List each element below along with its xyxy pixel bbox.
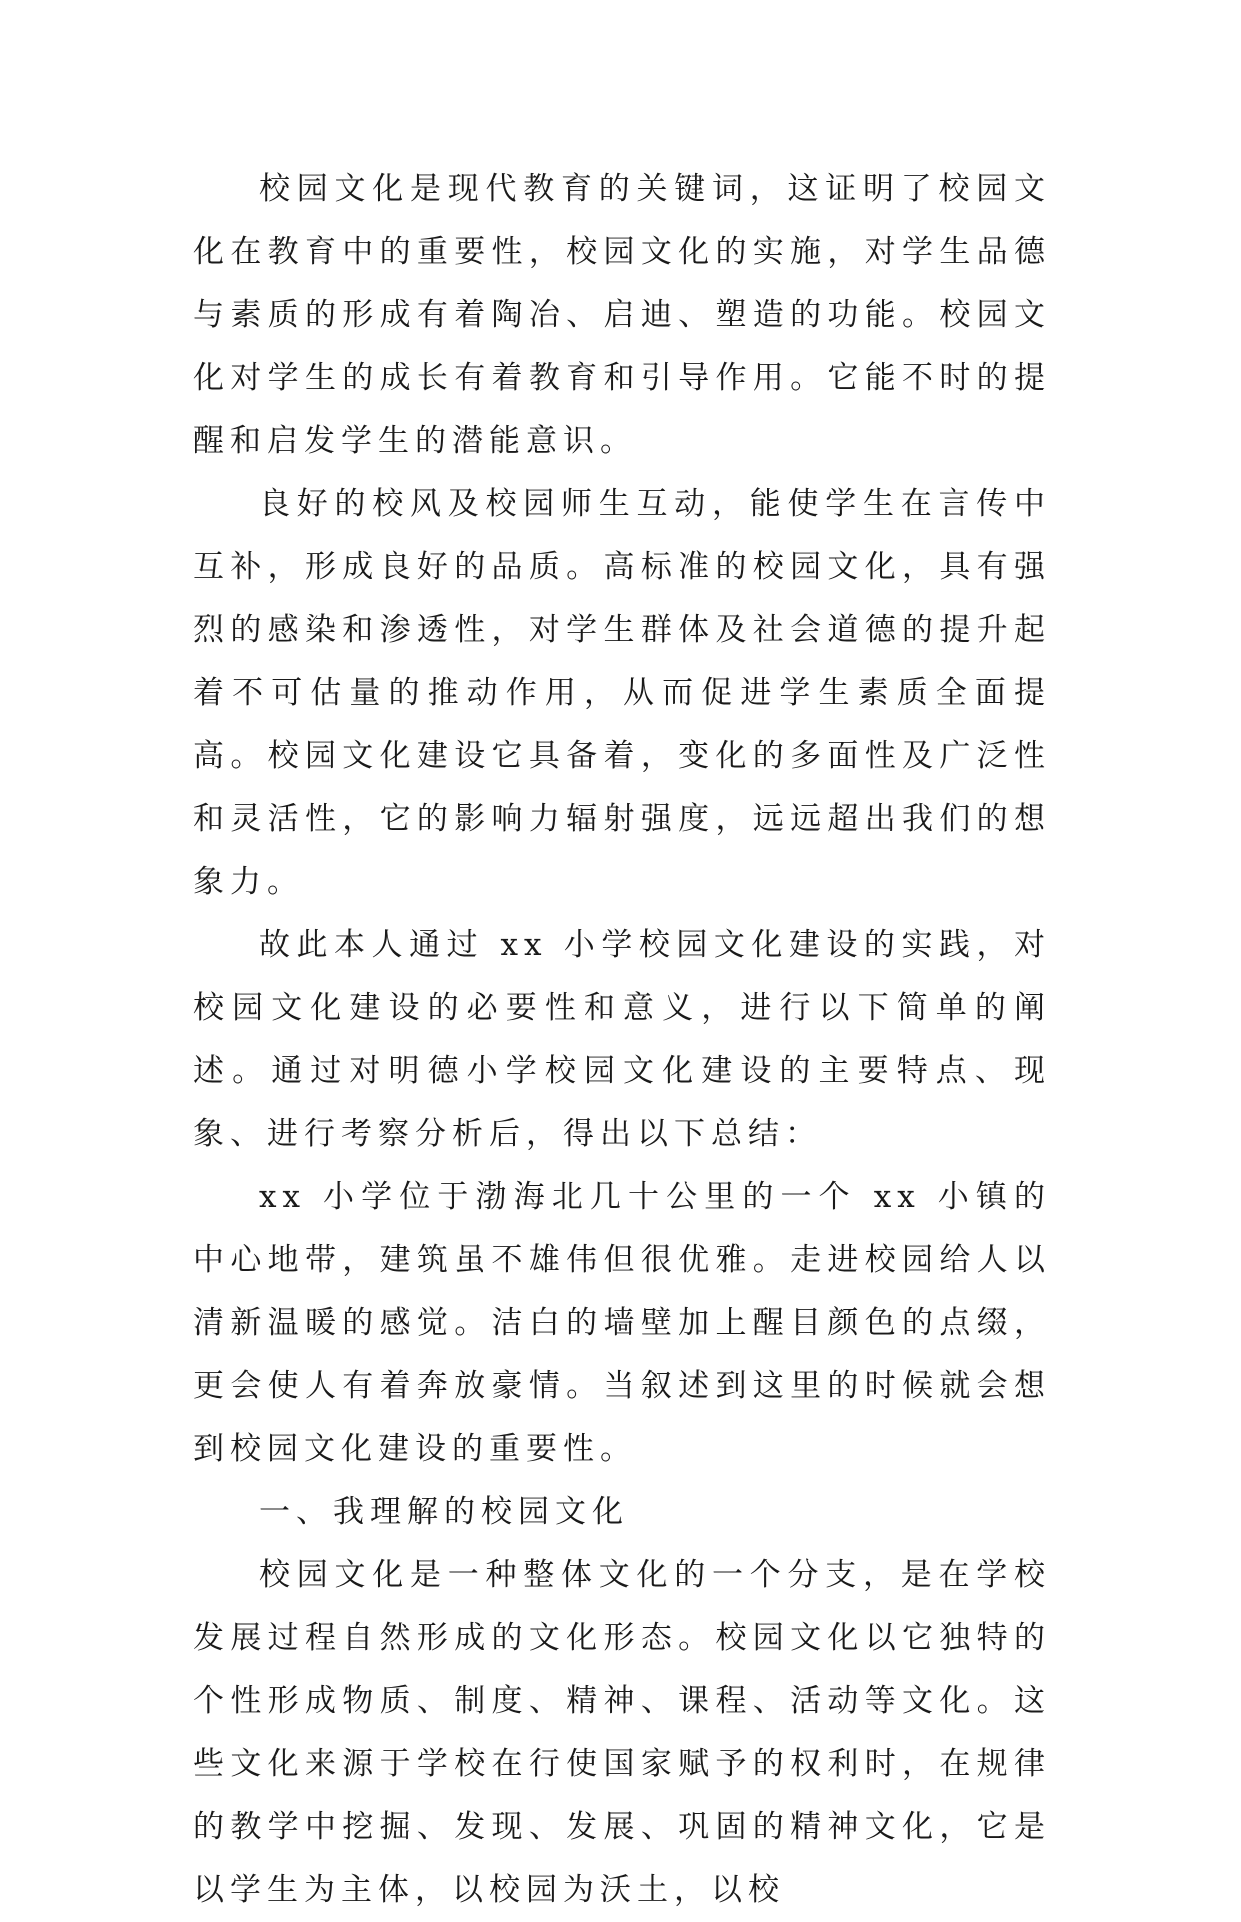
- paragraph-school-description: xx 小学位于渤海北几十公里的一个 xx 小镇的中心地带，建筑虽不雄伟但很优雅。走进校园给人以清新温暖的感觉。洁白的墙壁加上醒目颜色的点缀，更会使人有着奔放豪情。当叙述到这里的时候就会想到校园文化建设的重要性。: [193, 1179, 1051, 1467]
- paragraph-school-spirit: 良好的校风及校园师生互动，能使学生在言传中互补，形成良好的品质。高标准的校园文化，具有强烈的感染和渗透性，对学生群体及社会道德的提升起着不可估量的推动作用，从而促进学生素质全面提高。校园文化建设它具备着，变化的多面性及广泛性和灵活性，它的影响力辐射强度，远远超出我们的想象力。: [193, 486, 1051, 900]
- paragraph-section-body: 校园文化是一种整体文化的一个分支，是在学校发展过程自然形成的文化形态。校园文化以它独特的个性形成物质、制度、精神、课程、活动等文化。这些文化来源于学校在行使国家赋予的权利时，在规律的教学中挖掘、发现、发展、巩固的精神文化，它是以学生为主体，以校园为沃土，以校: [193, 1557, 1051, 1908]
- document-body: [193, 158, 1051, 1922]
- paragraph-purpose: 故此本人通过 xx 小学校园文化建设的实践，对校园文化建设的必要性和意义，进行以下简单的阐述。通过对明德小学校园文化建设的主要特点、现象、进行考察分析后，得出以下总结：: [193, 927, 1051, 1152]
- paragraph-intro: 校园文化是现代教育的关键词，这证明了校园文化在教育中的重要性，校园文化的实施，对学生品德与素质的形成有着陶冶、启迪、塑造的功能。校园文化对学生的成长有着教育和引导作用。它能不时的提醒和启发学生的潜能意识。: [193, 171, 1051, 459]
- section-heading: 一、我理解的校园文化: [259, 1494, 629, 1530]
